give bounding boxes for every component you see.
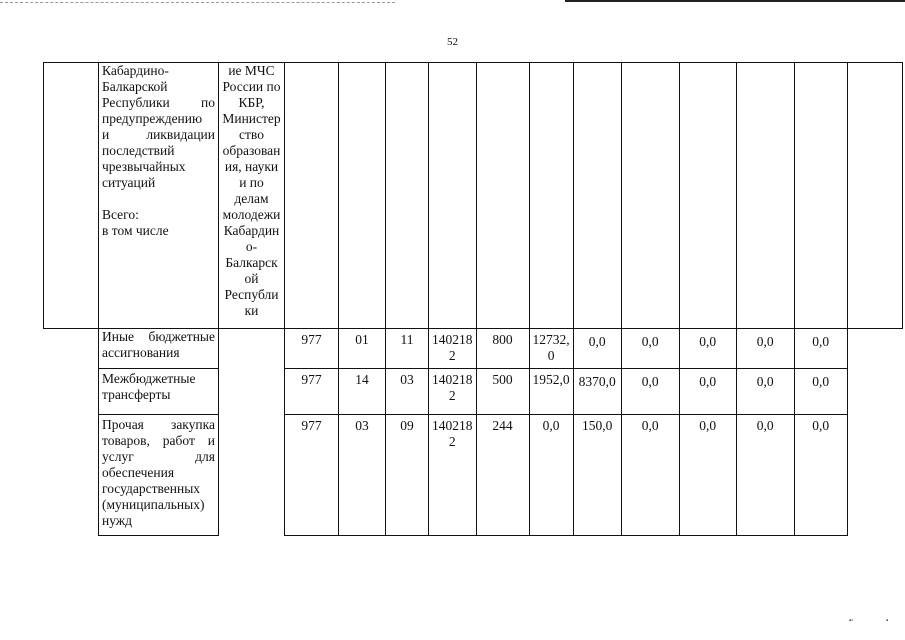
cell-expense-name: Межбюджетные трансферты — [99, 369, 219, 415]
executor-line: Балкарск — [225, 255, 278, 270]
program-name-line: предупреждению — [102, 111, 203, 126]
table-row — [44, 329, 903, 369]
cell-value-2: 150,0 — [573, 415, 621, 536]
top-solid-line — [565, 0, 905, 2]
spacer — [102, 191, 215, 207]
cell-expense-name: Прочая закупка товаров, работ и услуг для обеспечения государственных (муниципальных) нужд — [99, 415, 219, 536]
executor-line: Министер — [222, 111, 281, 126]
cell-empty — [476, 63, 529, 329]
cell-vr: 500 — [476, 369, 529, 415]
executor-line: Республи — [224, 287, 279, 302]
cell-value-3: 0,0 — [621, 369, 679, 415]
executor-line: молодежи — [222, 207, 281, 222]
cell-pr: 09 — [386, 415, 429, 536]
cell-value-6: 0,0 — [794, 329, 847, 369]
table-row — [44, 369, 903, 415]
csr-line: 140218 — [432, 418, 473, 433]
cell-empty — [847, 63, 902, 329]
program-name-line: последствий — [102, 143, 175, 158]
cell-pr: 11 — [386, 329, 429, 369]
value-line: 12732, — [532, 332, 570, 347]
executor-line: ия, науки — [224, 159, 279, 174]
including-label: в том числе — [102, 223, 169, 238]
cell-blank — [219, 369, 285, 415]
cell-blank — [44, 415, 99, 536]
program-name-line: чрезвычайных — [102, 159, 186, 174]
cell-empty — [285, 63, 339, 329]
cell-csr — [429, 369, 477, 415]
cell-grbs: 977 — [285, 329, 339, 369]
cell-rz: 14 — [339, 369, 386, 415]
cell-blank — [44, 369, 99, 415]
scan-artifact-mark: ▪ — [886, 618, 889, 624]
cell-program-name — [99, 63, 219, 329]
scan-artifact-mark: ▪▫ — [849, 618, 854, 624]
cell-value-3: 0,0 — [621, 415, 679, 536]
budget-table — [43, 62, 903, 536]
table-row — [44, 415, 903, 536]
cell-value-4: 0,0 — [679, 329, 736, 369]
cell-empty — [621, 63, 679, 329]
program-name-line: Кабардино- — [102, 63, 169, 78]
page-number: 52 — [447, 36, 458, 48]
cell-blank — [219, 415, 285, 536]
program-name-line: Республики по — [102, 95, 215, 110]
csr-line: 2 — [448, 434, 456, 449]
csr-line: 2 — [448, 348, 456, 363]
cell-value-3: 0,0 — [621, 329, 679, 369]
value-line: 0 — [547, 348, 555, 363]
table-row-program — [44, 63, 903, 329]
top-dashed-line — [0, 2, 395, 3]
cell-csr — [429, 415, 477, 536]
cell-empty — [429, 63, 477, 329]
cell-value-6: 0,0 — [794, 415, 847, 536]
cell-value-5: 0,0 — [736, 329, 794, 369]
cell-empty — [679, 63, 736, 329]
executor-line: России по — [222, 79, 281, 94]
cell-value-4: 0,0 — [679, 369, 736, 415]
total-label: Всего: — [102, 207, 139, 222]
cell-csr — [429, 329, 477, 369]
cell-status — [44, 63, 99, 329]
program-name-line: и ликвидации — [102, 127, 215, 142]
cell-empty — [736, 63, 794, 329]
executor-line: ки — [244, 303, 259, 318]
cell-value-2: 8370,0 — [573, 369, 621, 415]
cell-blank — [219, 329, 285, 369]
cell-value-5: 0,0 — [736, 415, 794, 536]
cell-rz: 03 — [339, 415, 386, 536]
cell-value-1: 1952,0 — [529, 369, 573, 415]
cell-rz: 01 — [339, 329, 386, 369]
cell-value-2: 0,0 — [573, 329, 621, 369]
csr-line: 140218 — [432, 332, 473, 347]
cell-blank — [44, 329, 99, 369]
cell-grbs: 977 — [285, 415, 339, 536]
cell-empty — [529, 63, 573, 329]
executor-line: КБР, — [238, 95, 265, 110]
program-name-line: ситуаций — [102, 175, 156, 190]
executor-line: ой — [244, 271, 259, 286]
cell-value-4: 0,0 — [679, 415, 736, 536]
cell-empty — [573, 63, 621, 329]
executor-line: образован — [222, 143, 281, 158]
cell-vr: 244 — [476, 415, 529, 536]
executor-line: о- — [245, 239, 258, 254]
cell-empty — [794, 63, 847, 329]
csr-line: 140218 — [432, 372, 473, 387]
cell-empty — [386, 63, 429, 329]
csr-line: 2 — [448, 388, 456, 403]
cell-value-1 — [529, 329, 573, 369]
cell-empty — [339, 63, 386, 329]
cell-pr: 03 — [386, 369, 429, 415]
cell-expense-name: Иные бюджетные ассигнования — [99, 329, 219, 369]
cell-executor — [219, 63, 285, 329]
executor-line: ство — [239, 127, 264, 142]
executor-line: и по — [239, 175, 264, 190]
cell-grbs: 977 — [285, 369, 339, 415]
cell-value-6: 0,0 — [794, 369, 847, 415]
executor-line: Кабардин — [223, 223, 280, 238]
executor-line: делам — [234, 191, 269, 206]
cell-value-5: 0,0 — [736, 369, 794, 415]
cell-value-1: 0,0 — [529, 415, 573, 536]
cell-vr: 800 — [476, 329, 529, 369]
program-name-line: Балкарской — [102, 79, 168, 94]
executor-line: ие МЧС — [228, 63, 275, 78]
